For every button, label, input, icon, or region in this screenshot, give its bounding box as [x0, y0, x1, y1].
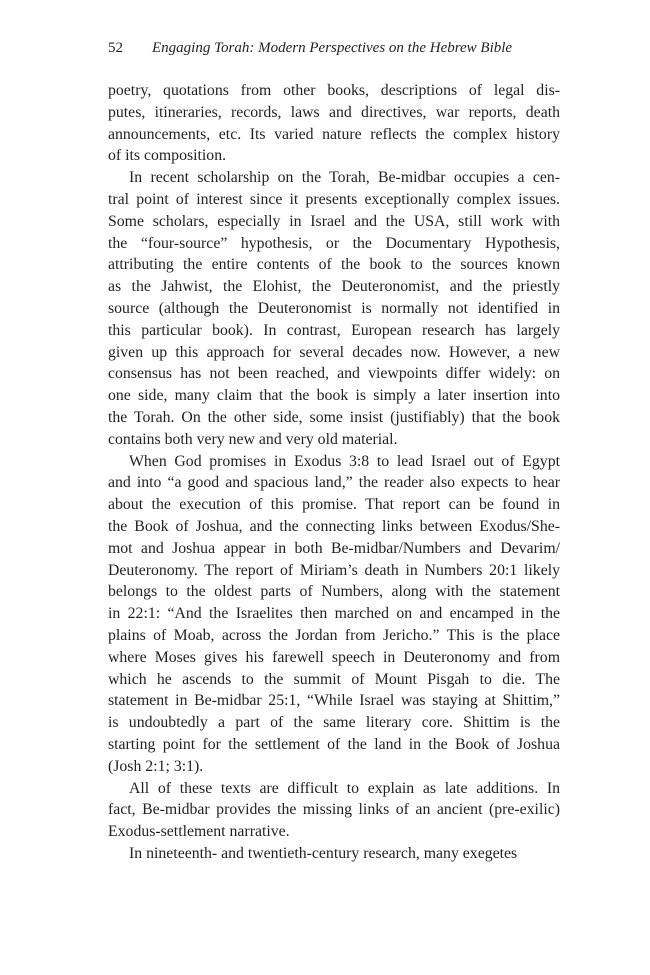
- text-line: about the execution of this promise. That report can be found in: [108, 496, 560, 514]
- text-line: When God promises in Exodus 3:8 to lead Israel out of Egypt: [129, 452, 560, 470]
- text-line: the “four-source” hypothesis, or the Documentary Hypothesis,: [108, 234, 560, 252]
- text-line: and into “a good and spacious land,” the reader also expects to hear: [108, 474, 560, 492]
- running-header: [108, 38, 560, 58]
- text-line: this particular book). In contrast, European research has largely: [108, 321, 560, 339]
- text-line: given up this approach for several decades now. However, a new: [108, 343, 560, 361]
- text-line: as the Jahwist, the Elohist, the Deuteronomist, and the priestly: [108, 278, 560, 296]
- text-line: tral point of interest since it presents exceptionally complex issues.: [108, 190, 560, 208]
- paragraph: [108, 80, 560, 167]
- book-title: Engaging Torah: Modern Perspectives on the Hebrew Bible: [152, 40, 513, 56]
- text-line: which he ascends to the summit of Mount Pisgah to die. The: [108, 670, 560, 688]
- text-line: statement in Be-midbar 25:1, “While Israel was staying at Shittim,”: [108, 692, 560, 710]
- body-text: [108, 80, 560, 865]
- text-line: attributing the entire contents of the book to the sources known: [108, 256, 560, 274]
- paragraph: [108, 167, 560, 450]
- text-line: consensus has not been reached, and viewpoints differ widely: on: [108, 365, 560, 383]
- text-line: Exodus-settlement narrative.: [108, 823, 290, 841]
- text-line: announcements, etc. Its varied nature reflects the complex history: [108, 125, 560, 143]
- text-line: In nineteenth- and twentieth-century research, many exegetes: [129, 844, 518, 862]
- text-line: in 22:1: “And the Israelites then marched on and encamped in the: [108, 605, 560, 623]
- text-line: is undoubtedly a part of the same literary core. Shittim is the: [108, 714, 560, 732]
- text-line: fact, Be-midbar provides the missing links of an ancient (pre-exilic): [108, 801, 560, 819]
- text-line: Deuteronomy. The report of Miriam’s death in Numbers 20:1 likely: [108, 561, 560, 579]
- text-line: (Josh 2:1; 3:1).: [108, 757, 204, 775]
- text-line: mot and Joshua appear in both Be-midbar/Numbers and Devarim/: [108, 539, 560, 557]
- text-line: plains of Moab, across the Jordan from Jericho.” This is the place: [108, 626, 560, 644]
- text-line: putes, itineraries, records, laws and directives, war reports, death: [108, 103, 560, 121]
- text-line: All of these texts are difficult to explain as late additions. In: [129, 779, 560, 797]
- text-line: where Moses gives his farewell speech in Deuteronomy and from: [108, 648, 560, 666]
- text-line: belongs to the oldest parts of Numbers, along with the statement: [108, 583, 560, 601]
- text-line: the Book of Joshua, and the connecting links between Exodus/She-: [108, 517, 560, 535]
- text-line: Some scholars, especially in Israel and the USA, still work with: [108, 212, 560, 230]
- page-number: 52: [108, 40, 123, 56]
- text-line: source (although the Deuteronomist is normally not identified in: [108, 299, 560, 317]
- text-line: of its composition.: [108, 147, 227, 165]
- text-line: contains both very new and very old material.: [108, 430, 398, 448]
- paragraph: [108, 451, 560, 778]
- text-line: starting point for the settlement of the land in the Book of Joshua: [108, 735, 560, 753]
- text-line: In recent scholarship on the Torah, Be-midbar occupies a cen-: [129, 169, 560, 187]
- paragraph: [108, 843, 560, 865]
- paragraph: [108, 778, 560, 843]
- text-line: the Torah. On the other side, some insist (justifiably) that the book: [108, 408, 560, 426]
- text-line: poetry, quotations from other books, descriptions of legal dis-: [108, 82, 560, 99]
- text-line: one side, many claim that the book is simply a later insertion into: [108, 387, 560, 405]
